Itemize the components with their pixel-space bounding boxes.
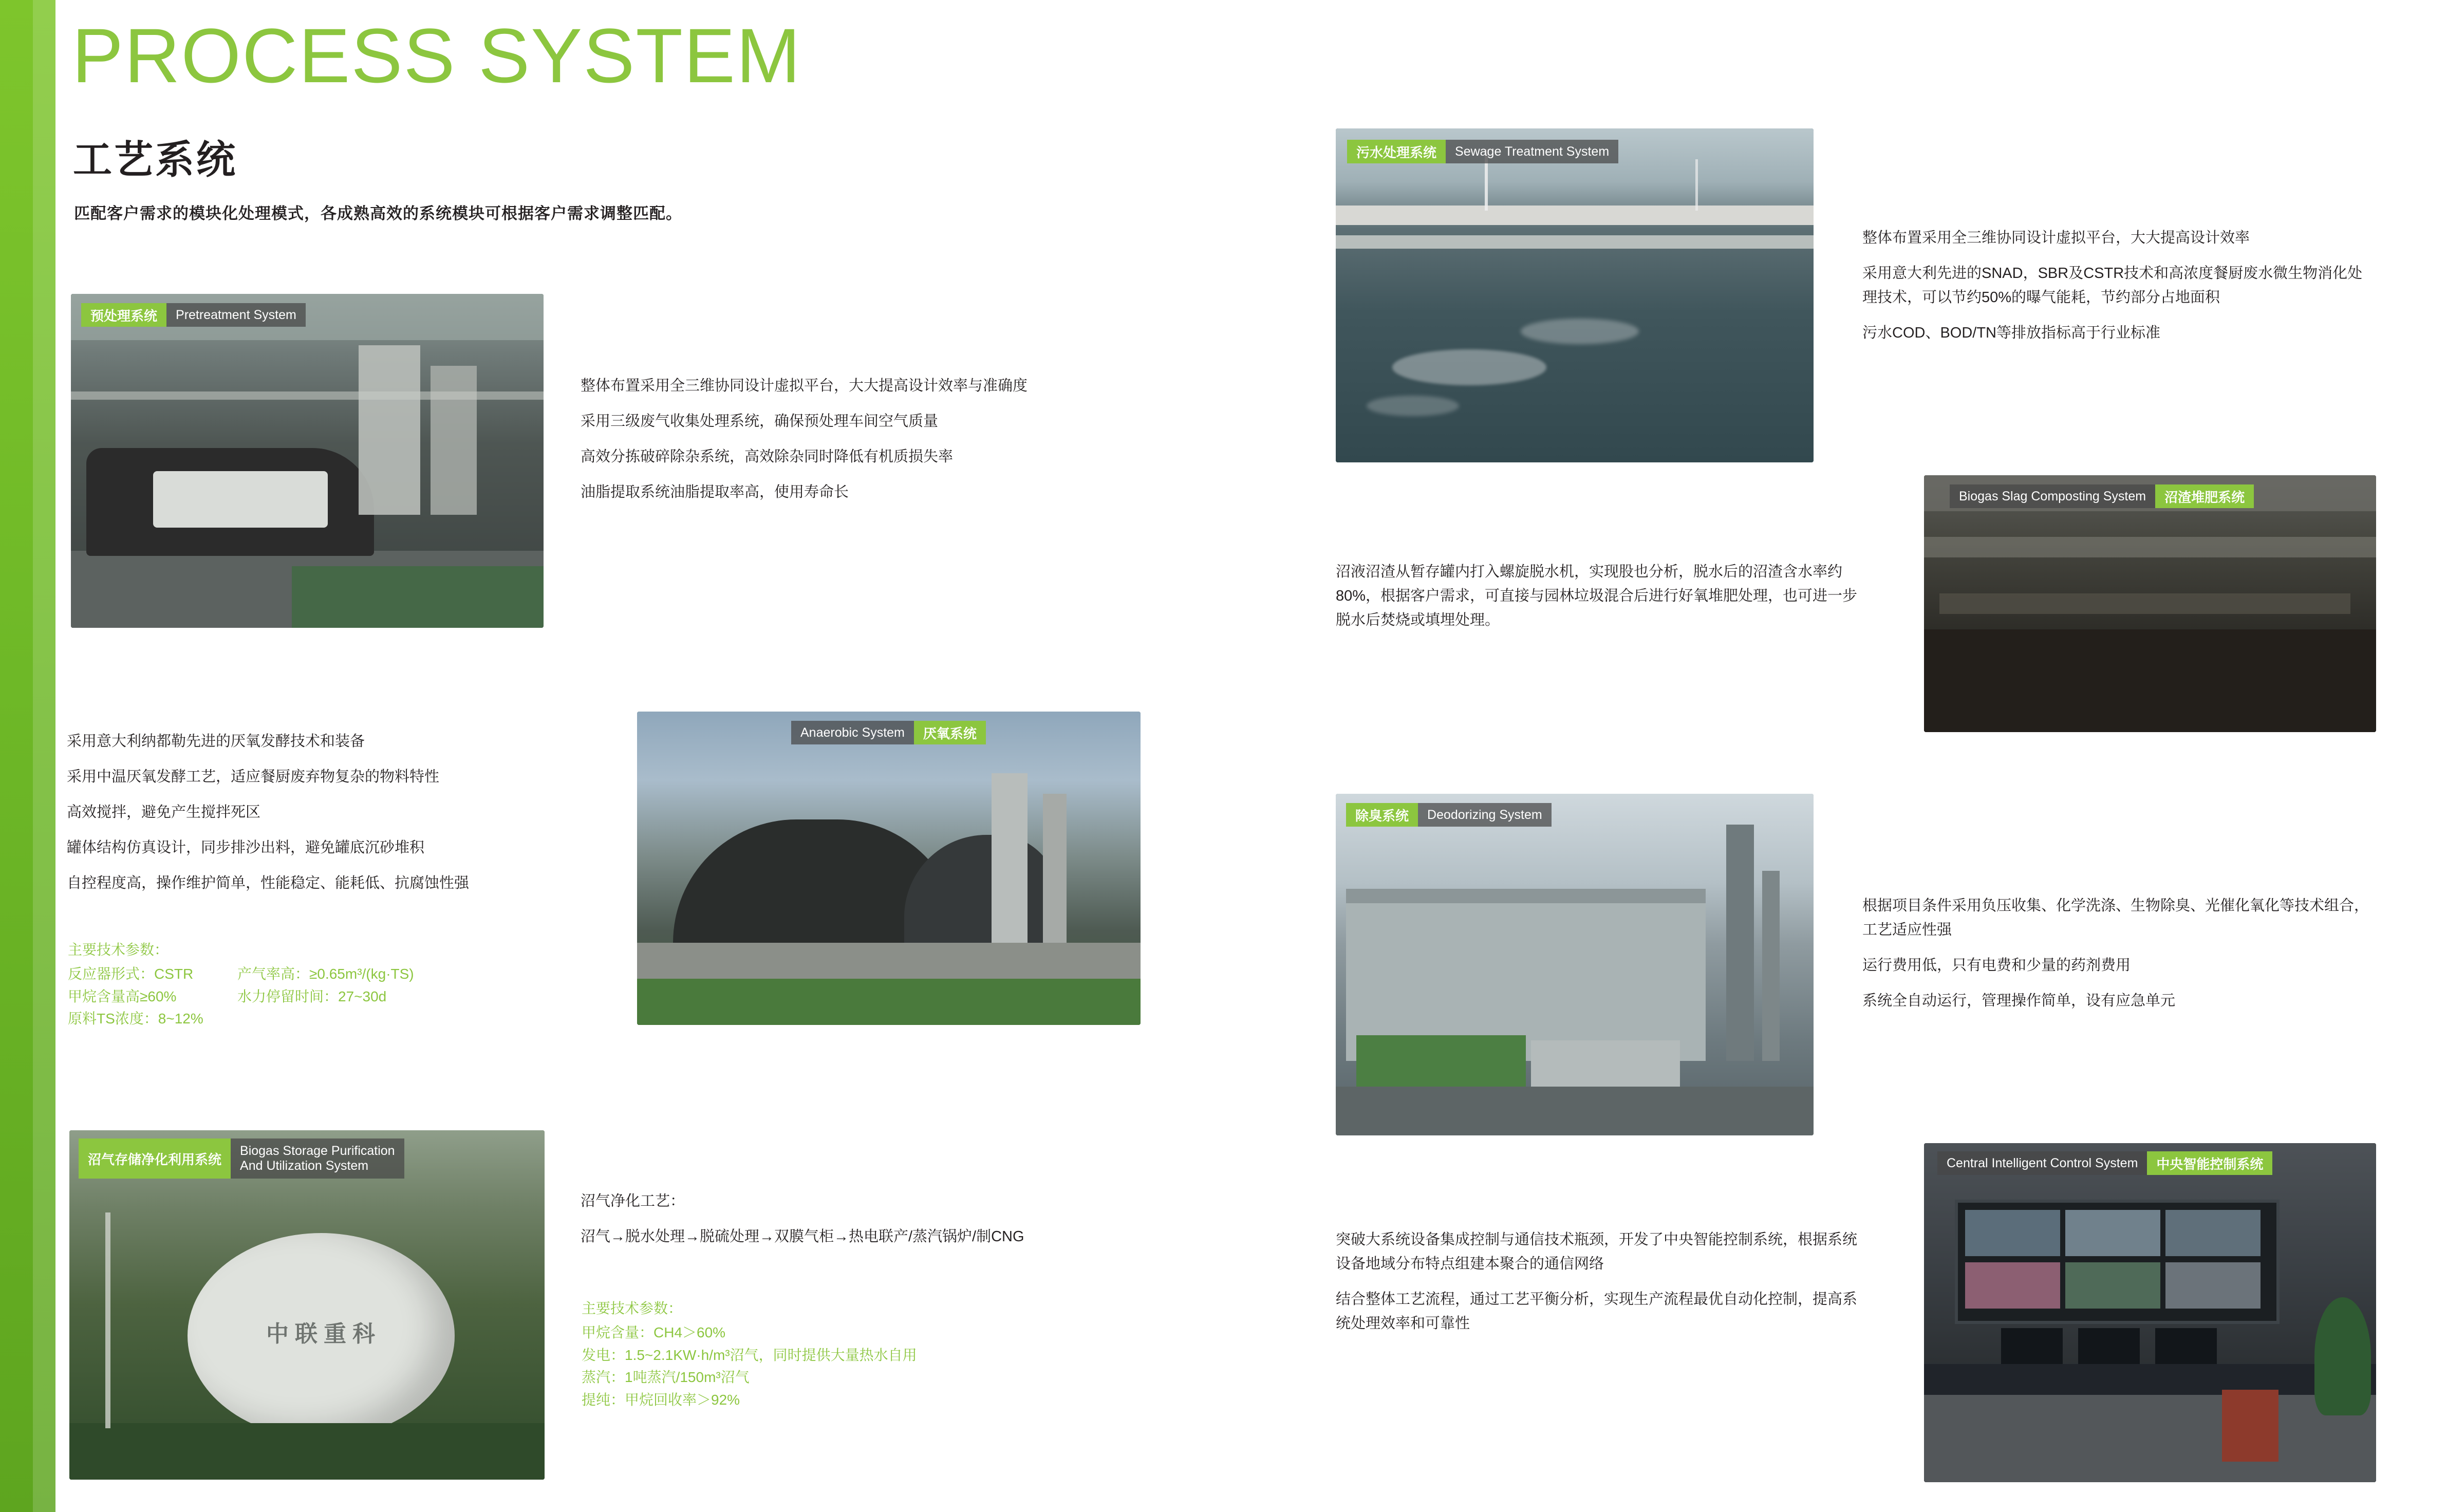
tab-sewage-en: Sewage Treatment System: [1446, 140, 1618, 163]
tab-biogas-storage-cn: 沼气存储净化利用系统: [79, 1138, 231, 1179]
tab-central-control: [1937, 1151, 2272, 1175]
anaerobic-param-row: [68, 963, 612, 985]
photo-pretreatment: [71, 294, 544, 628]
pretreatment-bullet-2: 采用三级废气收集处理系统，确保预处理车间空气质量: [581, 413, 939, 430]
biogas-ground: [69, 1423, 545, 1480]
control-screen-4: [1965, 1262, 2060, 1309]
pretreatment-silo: [359, 345, 420, 515]
deodorizing-building-roof: [1346, 889, 1706, 903]
slag-pile-1: [1939, 593, 2350, 614]
deodorizing-stack-2: [1762, 871, 1780, 1061]
biogas-param-4: 提纯：甲烷回收率＞92%: [582, 1391, 740, 1408]
pretreatment-floor-green: [292, 566, 544, 628]
anaerobic-bullet-5: 自控程度高，操作维护简单，性能稳定、能耗低、抗腐蚀性强: [67, 874, 470, 891]
tab-deodorizing-en: Deodorizing System: [1418, 803, 1552, 827]
text-deodorizing: [1862, 894, 2376, 1013]
anaerobic-road: [637, 943, 1141, 979]
photo-deodorizing: [1336, 794, 1814, 1135]
biogas-params-title: 主要技术参数：: [582, 1300, 683, 1316]
pretreatment-silo-2: [431, 366, 477, 515]
tab-pretreatment: [81, 303, 306, 327]
biogas-param-3: 蒸汽：1吨蒸汽/150m³沼气: [582, 1369, 750, 1386]
tab-anaerobic-cn: 厌氧系统: [914, 721, 986, 744]
page-title-cn: 工艺系统: [73, 138, 237, 182]
deodorizing-bullet-3: 系统全自动运行，管理操作简单，设有应急单元: [1862, 992, 2176, 1009]
photo-biogas-slag-composting: [1924, 475, 2376, 732]
pretreatment-bullet-1: 整体布置采用全三维协同设计虚拟平台，大大提高设计效率与准确度: [581, 378, 1028, 394]
anaerobic-bullet-2: 采用中温厌氧发酵工艺，适应餐厨废弃物复杂的物料特性: [67, 768, 440, 785]
control-monitor-2: [2078, 1328, 2140, 1364]
tab-central-control-cn: 中央智能控制系统: [2147, 1151, 2272, 1175]
deodorizing-container-green: [1356, 1035, 1526, 1087]
anaerobic-bullet-3: 高效搅拌，避免产生搅拌死区: [67, 804, 261, 820]
anaerobic-tower-2: [1043, 794, 1067, 943]
tab-central-control-en: Central Intelligent Control System: [1937, 1151, 2147, 1175]
slag-bullet-1: 沼液沼渣从暂存罐内打入螺旋脱水机，实现股也分析，脱水后的沼渣含水率约80%，根据客户需求，可直接与园林垃圾混合后进行好氧堆肥处理，也可进一步脱水后焚烧或填埋处理。: [1336, 564, 1858, 628]
control-screen-6: [2165, 1262, 2261, 1309]
control-floor: [1924, 1395, 2376, 1482]
text-biogas-slag-composting: [1336, 560, 1860, 632]
control-plant: [2314, 1297, 2371, 1415]
control-screen-5: [2065, 1262, 2160, 1309]
slag-pile-2: [1924, 629, 2376, 732]
pretreatment-bullet-3: 高效分拣破碎除杂系统，高效除杂同时降低有机质损失率: [581, 448, 954, 465]
tab-biogas-storage-en: [231, 1138, 404, 1179]
page-subtitle: 匹配客户需求的模块化处理模式，各成熟高效的系统模块可根据客户需求调整匹配。: [74, 204, 682, 222]
anaerobic-param-1-left: 反应器形式：CSTR: [68, 966, 194, 982]
sewage-foam-2: [1521, 319, 1639, 344]
left-green-edge-bar: [0, 0, 55, 1512]
tab-pretreatment-cn: 预处理系统: [81, 303, 166, 327]
control-screen-3: [2165, 1210, 2261, 1256]
tab-anaerobic-en: Anaerobic System: [791, 721, 914, 744]
biogas-storage-bullet-1: 沼气净化工艺：: [581, 1193, 685, 1209]
sewage-foam: [1392, 349, 1546, 385]
anaerobic-params-title: 主要技术参数：: [68, 942, 169, 958]
control-monitor-3: [2155, 1328, 2217, 1364]
central-control-bullet-1: 突破大系统设备集成控制与通信技术瓶颈，开发了中央智能控制系统，根据系统设备地域分布特点组建本聚合的通信网络: [1336, 1231, 1858, 1272]
deodorizing-bullet-1: 根据项目条件采用负压收集、化学洗涤、生物除臭、光催化氧化等技术组合，工艺适应性强: [1862, 898, 2369, 938]
control-screen-2: [2065, 1210, 2160, 1256]
page-title-en: PROCESS SYSTEM: [72, 12, 801, 99]
anaerobic-param-row: [68, 1007, 612, 1030]
photo-anaerobic: [637, 712, 1141, 1025]
tab-slag-cn: 沼渣堆肥系统: [2155, 484, 2254, 508]
edge-bar-highlight: [33, 0, 55, 1512]
biogas-param-2: 发电：1.5~2.1KW·h/m³沼气，同时提供大量热水自用: [582, 1347, 917, 1363]
text-anaerobic: [67, 730, 611, 895]
anaerobic-bullet-4: 罐体结构仿真设计，同步排沙出料，避免罐底沉砂堆积: [67, 839, 425, 856]
deodorizing-bullet-2: 运行费用低，只有电费和少量的药剂费用: [1862, 957, 2131, 974]
sewage-bullet-1: 整体布置采用全三维协同设计虚拟平台，大大提高设计效率: [1862, 230, 2250, 246]
biogas-param-1: 甲烷含量：CH4＞60%: [582, 1324, 726, 1341]
text-sewage-treatment: [1862, 226, 2376, 345]
sewage-foam-3: [1367, 396, 1459, 416]
anaerobic-param-3-left: 原料TS浓度：8~12%: [68, 1011, 203, 1027]
tab-biogas-storage-en-line1: Biogas Storage Purification: [240, 1144, 395, 1159]
anaerobic-bullet-1: 采用意大利纳都勒先进的厌氧发酵技术和装备: [67, 733, 365, 750]
sewage-bullet-2: 采用意大利先进的SNAD，SBR及CSTR技术和高浓度餐厨废水微生物消化处理技术，可以节约50%的曝气能耗，节约部分占地面积: [1862, 265, 2363, 306]
biogas-pole: [105, 1212, 110, 1428]
slag-hall-wall: [1924, 537, 2376, 557]
photo-central-control: [1924, 1143, 2376, 1482]
pretreatment-pipe: [71, 391, 544, 400]
tab-anaerobic: [791, 721, 986, 744]
anaerobic-param-row: [68, 985, 612, 1007]
anaerobic-tower: [992, 773, 1028, 943]
params-biogas-storage: [582, 1297, 1085, 1411]
tab-biogas-storage: [79, 1138, 404, 1179]
sewage-tank-wall-2: [1336, 235, 1814, 249]
tab-sewage-treatment: [1347, 140, 1618, 163]
text-central-control: [1336, 1228, 1865, 1336]
sewage-pole-2: [1695, 159, 1698, 211]
params-anaerobic: [68, 939, 612, 1030]
deodorizing-container-gray: [1531, 1040, 1680, 1087]
central-control-bullet-2: 结合整体工艺流程，通过工艺平衡分析，实现生产流程最优自动化控制，提高系统处理效率和可靠性: [1336, 1291, 1858, 1332]
biogas-dome-label: 中联重科: [266, 1321, 381, 1347]
tab-deodorizing-cn: 除臭系统: [1346, 803, 1418, 827]
photo-biogas-storage: [69, 1130, 545, 1480]
tab-biogas-slag-composting: [1950, 484, 2254, 508]
pretreatment-machine-panel: [153, 471, 328, 528]
control-monitor-1: [2001, 1328, 2063, 1364]
control-screen-1: [1965, 1210, 2060, 1256]
photo-sewage-treatment: [1336, 128, 1814, 462]
tab-sewage-cn: 污水处理系统: [1347, 140, 1446, 163]
text-pretreatment: [581, 374, 1125, 505]
control-chair: [2222, 1390, 2278, 1462]
anaerobic-param-2-left: 甲烷含量高≥60%: [68, 988, 177, 1004]
text-biogas-storage: [581, 1189, 1043, 1249]
tab-slag-en: Biogas Slag Composting System: [1950, 484, 2155, 508]
sewage-bullet-3: 污水COD、BOD/TN等排放指标高于行业标准: [1862, 324, 2161, 341]
tab-pretreatment-en: Pretreatment System: [166, 303, 306, 327]
anaerobic-param-1-right: 产气率高：≥0.65m³/(kg·TS): [237, 966, 414, 982]
deodorizing-stack: [1726, 825, 1754, 1061]
pretreatment-bullet-4: 油脂提取系统油脂提取率高，使用寿命长: [581, 483, 849, 500]
sewage-tank-wall: [1336, 206, 1814, 225]
control-desk: [1924, 1364, 2376, 1395]
deodorizing-ground: [1336, 1087, 1814, 1135]
tab-deodorizing: [1346, 803, 1552, 827]
anaerobic-param-2-right: 水力停留时间：27~30d: [237, 988, 387, 1004]
tab-biogas-storage-en-line2: And Utilization System: [240, 1159, 369, 1173]
biogas-storage-bullet-2: 沼气→脱水处理→脱硫处理→双膜气柜→热电联产/蒸汽锅炉/制CNG: [581, 1228, 1024, 1245]
